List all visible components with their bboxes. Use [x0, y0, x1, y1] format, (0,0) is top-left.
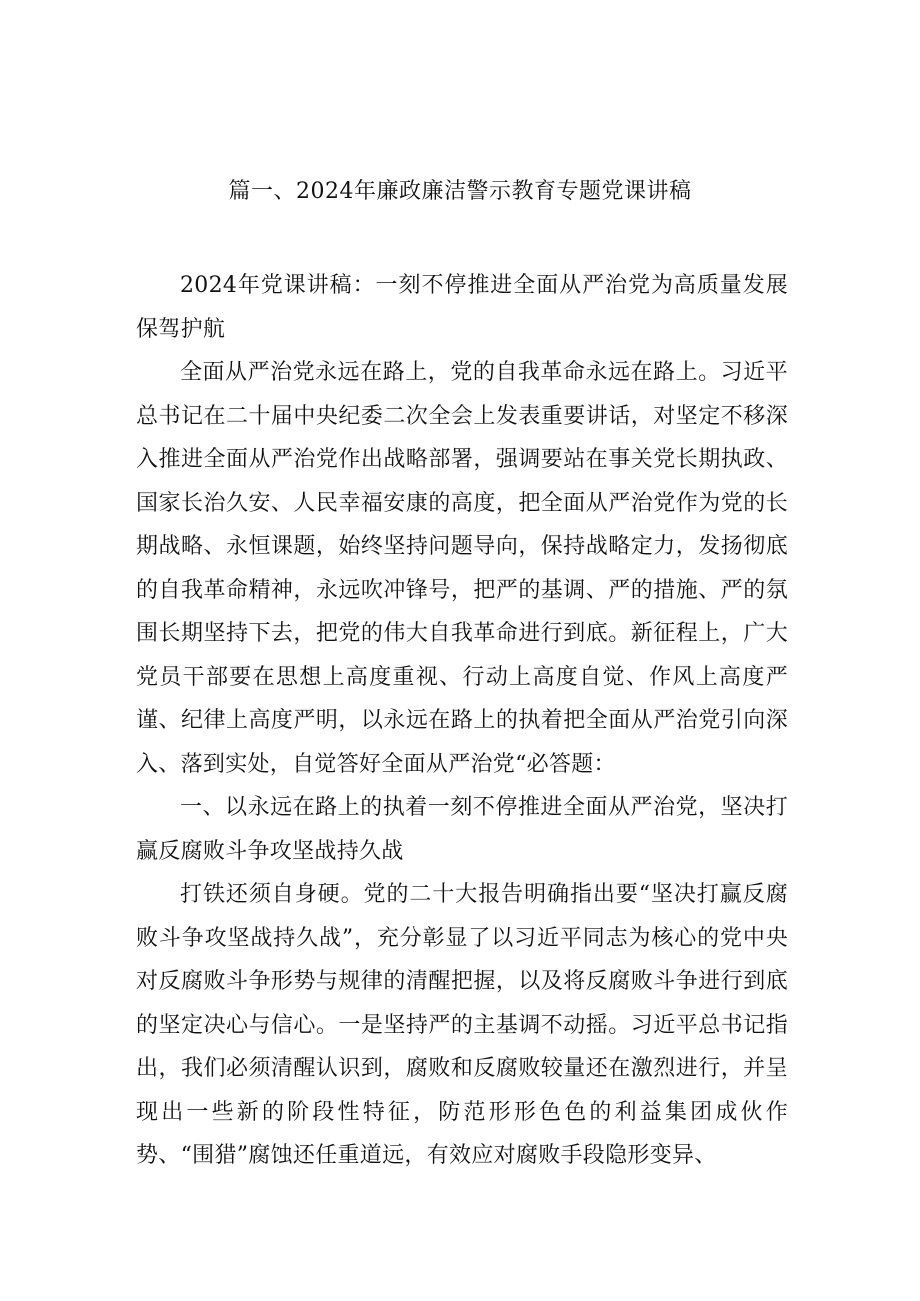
- section-heading: 一、以永远在路上的执着一刻不停推进全面从严治党，坚决打赢反腐败斗争攻坚战持久战: [136, 795, 788, 864]
- body-paragraph: 打铁还须自身硬。党的二十大报告明确指出要“坚决打赢反腐败斗争攻坚战持久战”，充分彰显了以习近平同志为核心的党中央对反腐败斗争形势与规律的清醒把握，以及将反腐败斗争进行到底的坚定决心与信心。一是坚持严的主基调不动摇。习近平总书记指出，我们必须清醒认识到，腐败和反腐败较量还在激烈进行，并呈现出一些新的阶段性特征，防范形形色色的利益集团成伙作势、“围猎”腐蚀还任重道远，有效应对腐败手段隐形变异、: [136, 882, 788, 1168]
- document-title: 篇一、2024年廉政廉洁警示教育专题党课讲稿: [228, 179, 692, 204]
- subtitle-paragraph: 2024年党课讲稿：一刻不停推进全面从严治党为高质量发展保驾护航: [136, 273, 788, 342]
- intro-paragraph: 全面从严治党永远在路上，党的自我革命永远在路上。习近平总书记在二十届中央纪委二次全会上发表重要讲话，对坚定不移深入推进全面从严治党作出战略部署，强调要站在事关党长期执政、国家长治久安、人民幸福安康的高度，把全面从严治党作为党的长期战略、永恒课题，始终坚持问题导向，保持战略定力，发扬彻底的自我革命精神，永远吹冲锋号，把严的基调、严的措施、严的氛围长期坚持下去，把党的伟大自我革命进行到底。新征程上，广大党员干部要在思想上高度重视、行动上高度自觉、作风上高度严谨、纪律上高度严明，以永远在路上的执着把全面从严治党引向深入、落到实处，自觉答好全面从严治党“必答题：: [136, 360, 788, 777]
- document-body: [136, 264, 788, 1178]
